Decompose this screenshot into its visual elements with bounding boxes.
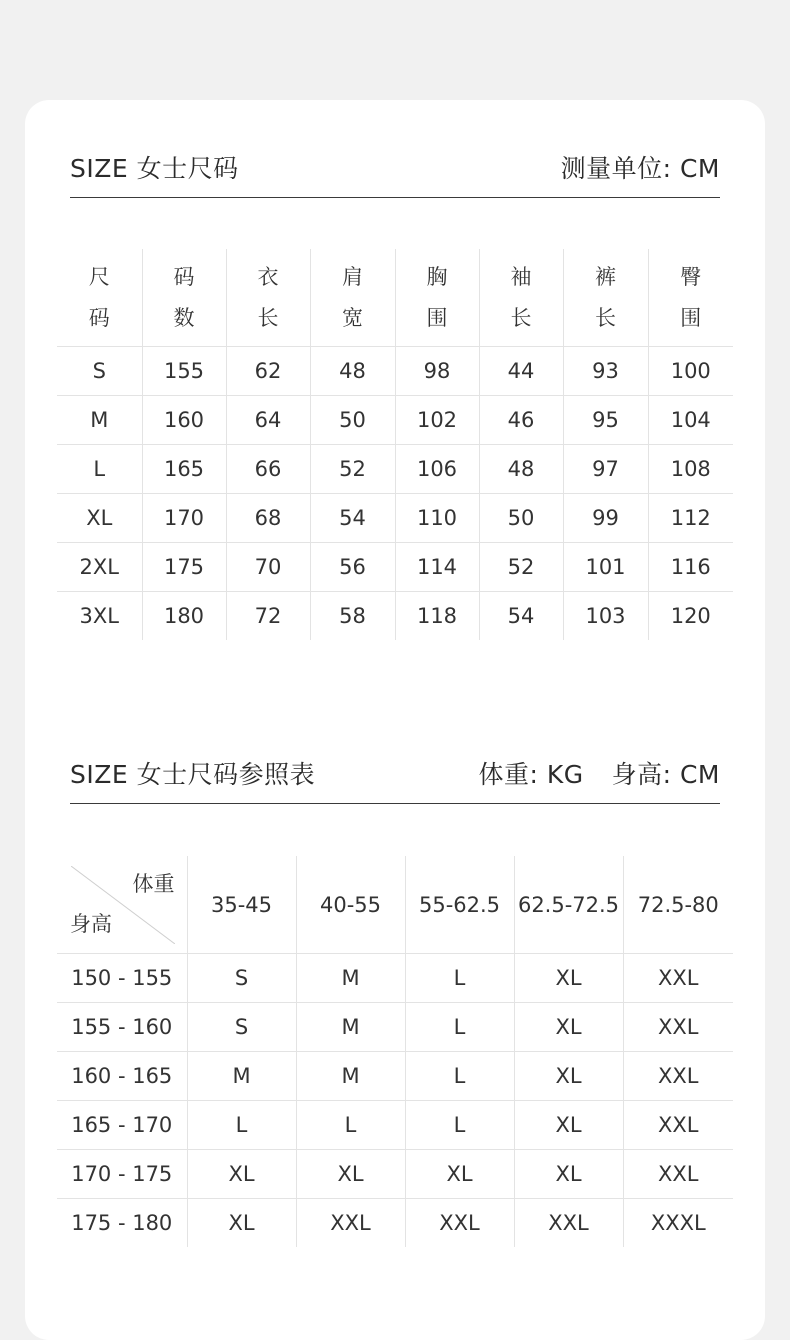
- size-cell: 50: [479, 494, 563, 543]
- size-cell: 108: [648, 445, 733, 494]
- size-cell: 120: [648, 592, 733, 641]
- size-header-cell: [395, 249, 479, 347]
- size-cell: 165: [142, 445, 226, 494]
- size-cell: 100: [648, 347, 733, 396]
- reference-row: [57, 1199, 733, 1248]
- size-header-label: 肩宽: [342, 264, 363, 330]
- size-row: [57, 592, 733, 641]
- size-cell: 68: [226, 494, 310, 543]
- recommended-size-cell: S: [187, 1003, 296, 1052]
- size-cell: 170: [142, 494, 226, 543]
- reference-row: [57, 1003, 733, 1052]
- size-cell: 118: [395, 592, 479, 641]
- size-cell: 180: [142, 592, 226, 641]
- size-cell: 56: [310, 543, 395, 592]
- size-header-label: 尺码: [88, 264, 110, 330]
- recommended-size-cell: L: [296, 1101, 405, 1150]
- size-section-unit: 测量单位: CM: [560, 154, 720, 183]
- recommended-size-cell: XXL: [623, 1003, 733, 1052]
- reference-section-title: SIZE 女士尺码参照表: [70, 760, 316, 789]
- size-cell: 93: [563, 347, 648, 396]
- size-header-cell: [563, 249, 648, 347]
- size-cell: 64: [226, 396, 310, 445]
- size-cell: 175: [142, 543, 226, 592]
- recommended-size-cell: XL: [514, 1052, 623, 1101]
- weight-unit: 体重: KG: [478, 760, 584, 789]
- recommended-size-cell: XL: [405, 1150, 514, 1199]
- recommended-size-cell: S: [187, 954, 296, 1003]
- size-header-label: 码数: [173, 264, 195, 330]
- size-cell: S: [57, 347, 142, 396]
- recommended-size-cell: XL: [514, 1150, 623, 1199]
- recommended-size-cell: L: [405, 954, 514, 1003]
- height-range-cell: 165 - 170: [57, 1101, 187, 1150]
- recommended-size-cell: L: [405, 1052, 514, 1101]
- height-range-cell: 175 - 180: [57, 1199, 187, 1248]
- size-cell: 99: [563, 494, 648, 543]
- reference-table: [57, 856, 733, 1247]
- weight-range-header: 72.5-80: [623, 856, 733, 954]
- size-cell: XL: [57, 494, 142, 543]
- size-cell: 112: [648, 494, 733, 543]
- size-cell: M: [57, 396, 142, 445]
- size-cell: 2XL: [57, 543, 142, 592]
- size-cell: 98: [395, 347, 479, 396]
- recommended-size-cell: XXXL: [623, 1199, 733, 1248]
- size-row: [57, 347, 733, 396]
- recommended-size-cell: XXL: [514, 1199, 623, 1248]
- size-table: [57, 249, 733, 640]
- size-row: [57, 494, 733, 543]
- weight-range-header: 40-55: [296, 856, 405, 954]
- size-cell: 97: [563, 445, 648, 494]
- recommended-size-cell: L: [405, 1003, 514, 1052]
- corner-cell: [57, 856, 187, 954]
- size-header-cell: [648, 249, 733, 347]
- recommended-size-cell: XXL: [623, 954, 733, 1003]
- size-cell: 52: [310, 445, 395, 494]
- recommended-size-cell: L: [405, 1101, 514, 1150]
- size-cell: 46: [479, 396, 563, 445]
- height-range-cell: 150 - 155: [57, 954, 187, 1003]
- size-row: [57, 396, 733, 445]
- size-section-title: SIZE 女士尺码: [70, 154, 239, 183]
- recommended-size-cell: XXL: [405, 1199, 514, 1248]
- weight-range-header: 35-45: [187, 856, 296, 954]
- recommended-size-cell: M: [296, 1003, 405, 1052]
- size-header-cell: [226, 249, 310, 347]
- size-cell: 50: [310, 396, 395, 445]
- size-row: [57, 445, 733, 494]
- corner-height-label: 身高: [70, 912, 112, 936]
- size-cell: 58: [310, 592, 395, 641]
- size-cell: 66: [226, 445, 310, 494]
- reference-section-header: [70, 760, 720, 804]
- weight-range-header: 55-62.5: [405, 856, 514, 954]
- recommended-size-cell: XL: [514, 1101, 623, 1150]
- size-cell: 72: [226, 592, 310, 641]
- size-cell: 62: [226, 347, 310, 396]
- size-header-label: 臀围: [680, 264, 702, 330]
- recommended-size-cell: XL: [187, 1199, 296, 1248]
- reference-row: [57, 954, 733, 1003]
- height-range-cell: 155 - 160: [57, 1003, 187, 1052]
- size-cell: 70: [226, 543, 310, 592]
- size-header-cell: [310, 249, 395, 347]
- recommended-size-cell: XXL: [623, 1052, 733, 1101]
- size-section-header: [70, 154, 720, 198]
- reference-row: [57, 1052, 733, 1101]
- size-cell: 116: [648, 543, 733, 592]
- recommended-size-cell: M: [296, 954, 405, 1003]
- size-cell: 106: [395, 445, 479, 494]
- reference-header-row: [57, 856, 733, 954]
- recommended-size-cell: XXL: [623, 1150, 733, 1199]
- corner-weight-label: 体重: [132, 872, 175, 896]
- reference-row: [57, 1150, 733, 1199]
- size-cell: 48: [479, 445, 563, 494]
- size-header-row: [57, 249, 733, 347]
- size-cell: 102: [395, 396, 479, 445]
- size-cell: 44: [479, 347, 563, 396]
- size-cell: 52: [479, 543, 563, 592]
- size-cell: 3XL: [57, 592, 142, 641]
- recommended-size-cell: XXL: [623, 1101, 733, 1150]
- size-cell: L: [57, 445, 142, 494]
- size-header-label: 袖长: [510, 264, 532, 330]
- size-cell: 114: [395, 543, 479, 592]
- recommended-size-cell: M: [296, 1052, 405, 1101]
- height-unit: 身高: CM: [611, 760, 720, 789]
- height-range-cell: 160 - 165: [57, 1052, 187, 1101]
- size-cell: 48: [310, 347, 395, 396]
- size-header-cell: [142, 249, 226, 347]
- size-cell: 54: [310, 494, 395, 543]
- height-range-cell: 170 - 175: [57, 1150, 187, 1199]
- size-cell: 103: [563, 592, 648, 641]
- size-cell: 160: [142, 396, 226, 445]
- size-header-label: 胸围: [426, 264, 448, 330]
- size-row: [57, 543, 733, 592]
- weight-range-header: 62.5-72.5: [514, 856, 623, 954]
- reference-section-units: [478, 755, 720, 791]
- size-header-cell: [479, 249, 563, 347]
- size-cell: 110: [395, 494, 479, 543]
- recommended-size-cell: M: [187, 1052, 296, 1101]
- size-cell: 54: [479, 592, 563, 641]
- size-header-label: 裤长: [595, 264, 616, 330]
- size-cell: 101: [563, 543, 648, 592]
- recommended-size-cell: XL: [514, 954, 623, 1003]
- reference-row: [57, 1101, 733, 1150]
- recommended-size-cell: L: [187, 1101, 296, 1150]
- size-cell: 155: [142, 347, 226, 396]
- recommended-size-cell: XL: [296, 1150, 405, 1199]
- recommended-size-cell: XL: [187, 1150, 296, 1199]
- recommended-size-cell: XXL: [296, 1199, 405, 1248]
- recommended-size-cell: XL: [514, 1003, 623, 1052]
- size-header-cell: [57, 249, 142, 347]
- size-cell: 95: [563, 396, 648, 445]
- size-cell: 104: [648, 396, 733, 445]
- size-header-label: 衣长: [257, 264, 279, 330]
